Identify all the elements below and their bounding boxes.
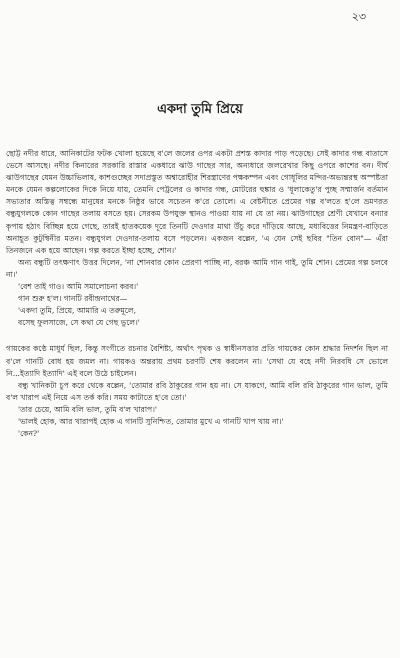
paragraph: 'তার চেয়ে, আমি বলি ভাল, তুমি ব'ল খারাপ।' — [18, 404, 157, 414]
chapter-title: একদা তুমি প্রিয়ে — [157, 102, 243, 117]
paragraph: গান শুরু হ'ল। গানটি রবীন্দ্রনাথের— — [18, 294, 128, 304]
paragraph: 'কেন?' — [18, 429, 40, 439]
paragraph: বসেছ ফুলসাজে, সে কথা যে গেছ ভুলে।' — [18, 318, 140, 328]
body-text — [6, 148, 388, 440]
paragraph: 'বেশ তাই গাও। আমি সমালোচনা করব।' — [18, 282, 139, 292]
paragraph: বন্ধু খানিকটা চুপ করে থেকে বল্লেন, 'তোমার রবি ঠাকুরের গান হয় না। সে যাকগে, আমি বলি রবি ঠাকুরের গান ভাল, তুমি ব'ল খারাপ এই নিয়ে এস তর্ক করি। সময় কাটাতে হ'বে তো।' — [6, 380, 388, 402]
page-number: ২৩ — [351, 10, 366, 23]
paragraph: ছোট্ট নদীর ধারে, আনিকাটের ফটক খোলা হয়েছে ব'লে জলের ওপর একটা প্রশস্ত কাদার পাড় পড়েছে। সেই কাদার গন্ধ বাতাসে ভেসে আসছে। নদীর কিনারের সরকারি রাস্তার একধারে ঝাউ গাছের সার, অন্যধারে জলরেখার কিছু ওপরে কাশের বন। দীর্ঘ ঝাউগাছের যেমন উচ্চাভিলাষ, কাশগুচ্ছের সদাপ্রস্তুত অশ্বারোহীর শিরস্ত্রাণের পক্ষকম্পন এবং গোধূলির মন্দির-অভ্যন্তরস্থ অস্পষ্টতা মনকে যেমন কল্পলোকের দিকে নিয়ে যায়, তেমনি পেট্রলের ও কাদার গন্ধ, মোটরের হুঙ্কার ও 'ধূলাকেতু'র পুচ্ছ সম্মার্জন বর্তমান সভ্যতার অস্তিত্ব সম্বন্ধে মানুষের মনকে নিষ্ঠুর ভাবে সচেতন ক'রে তোলে। এ বেষ্টনীতে প্রেমের গল্প ব'লতে হ'লে ভ্রমণরত বন্ধুযুগলকে কোন গাছের তলায় বসতে হয়। সেরকম উপযুক্ত স্থানও পাওয়া যায় না যে তা নয়। ঝাউগাছের শ্রেণী যেখানে বন্যার কৃপায় হঠাৎ বিচ্ছিন্ন হয়ে গেছে, তারই হাতকয়েক দূরে তিনটি দেওদার মাথা উঁচু করে দাঁড়িয়ে আছে, মধ্যবিত্তের নিমন্ত্রণ-বাড়িতে অনাহূত কুটুম্বিনীর মতন। বন্ধুযুগল দেওদার-তলায় বসে পড়লেন। একজন বল্লেন, 'এ যেন সেই ছবির "তিন বোন"— এঁরা তিনজনে এক হয়ে আছেন। গল্প করতে ইচ্ছা হচ্ছে, শোন।' — [6, 149, 388, 255]
paragraph-gap — [6, 329, 388, 343]
paragraph: গায়কের কণ্ঠে মাধুর্য ছিল, কিন্তু সংগীতে রচনার বৈশিষ্ট্য, অর্থাৎ পৃথক ও স্বাধীনসত্তার প্রতি গায়কের কোন শ্রদ্ধার নিদর্শন ছিল না ব'লে গানটি বোধ হয় জমল না। গায়কও অন্তরায় প্রথম চরণটি শেষ করলেন না। 'সেথা যে বহে নদী নিরবধি সে ভোলে নি...ইত্যাদি ইত্যাদি' এই বলে উঠে চাইলেন। — [6, 344, 388, 378]
paragraph: 'একদা তুমি, প্রিয়ে, আমারি এ তরুমূলে, — [18, 306, 136, 316]
paragraph: 'ভালই হোক, আর খারাপই হোক এ গানটি সুনিশ্চিত, তোমার মুখে এ গানটি খাপ খায় না।' — [18, 416, 284, 426]
paragraph: অন্য বন্ধুটি তৎক্ষণাৎ উত্তর দিলেন, 'না শোনবার কোন প্রেরণা পাচ্ছি না, বরঞ্চ আমি গান গাই, তুমি শোন। প্রেমের গল্প চলবে না।' — [6, 257, 388, 279]
